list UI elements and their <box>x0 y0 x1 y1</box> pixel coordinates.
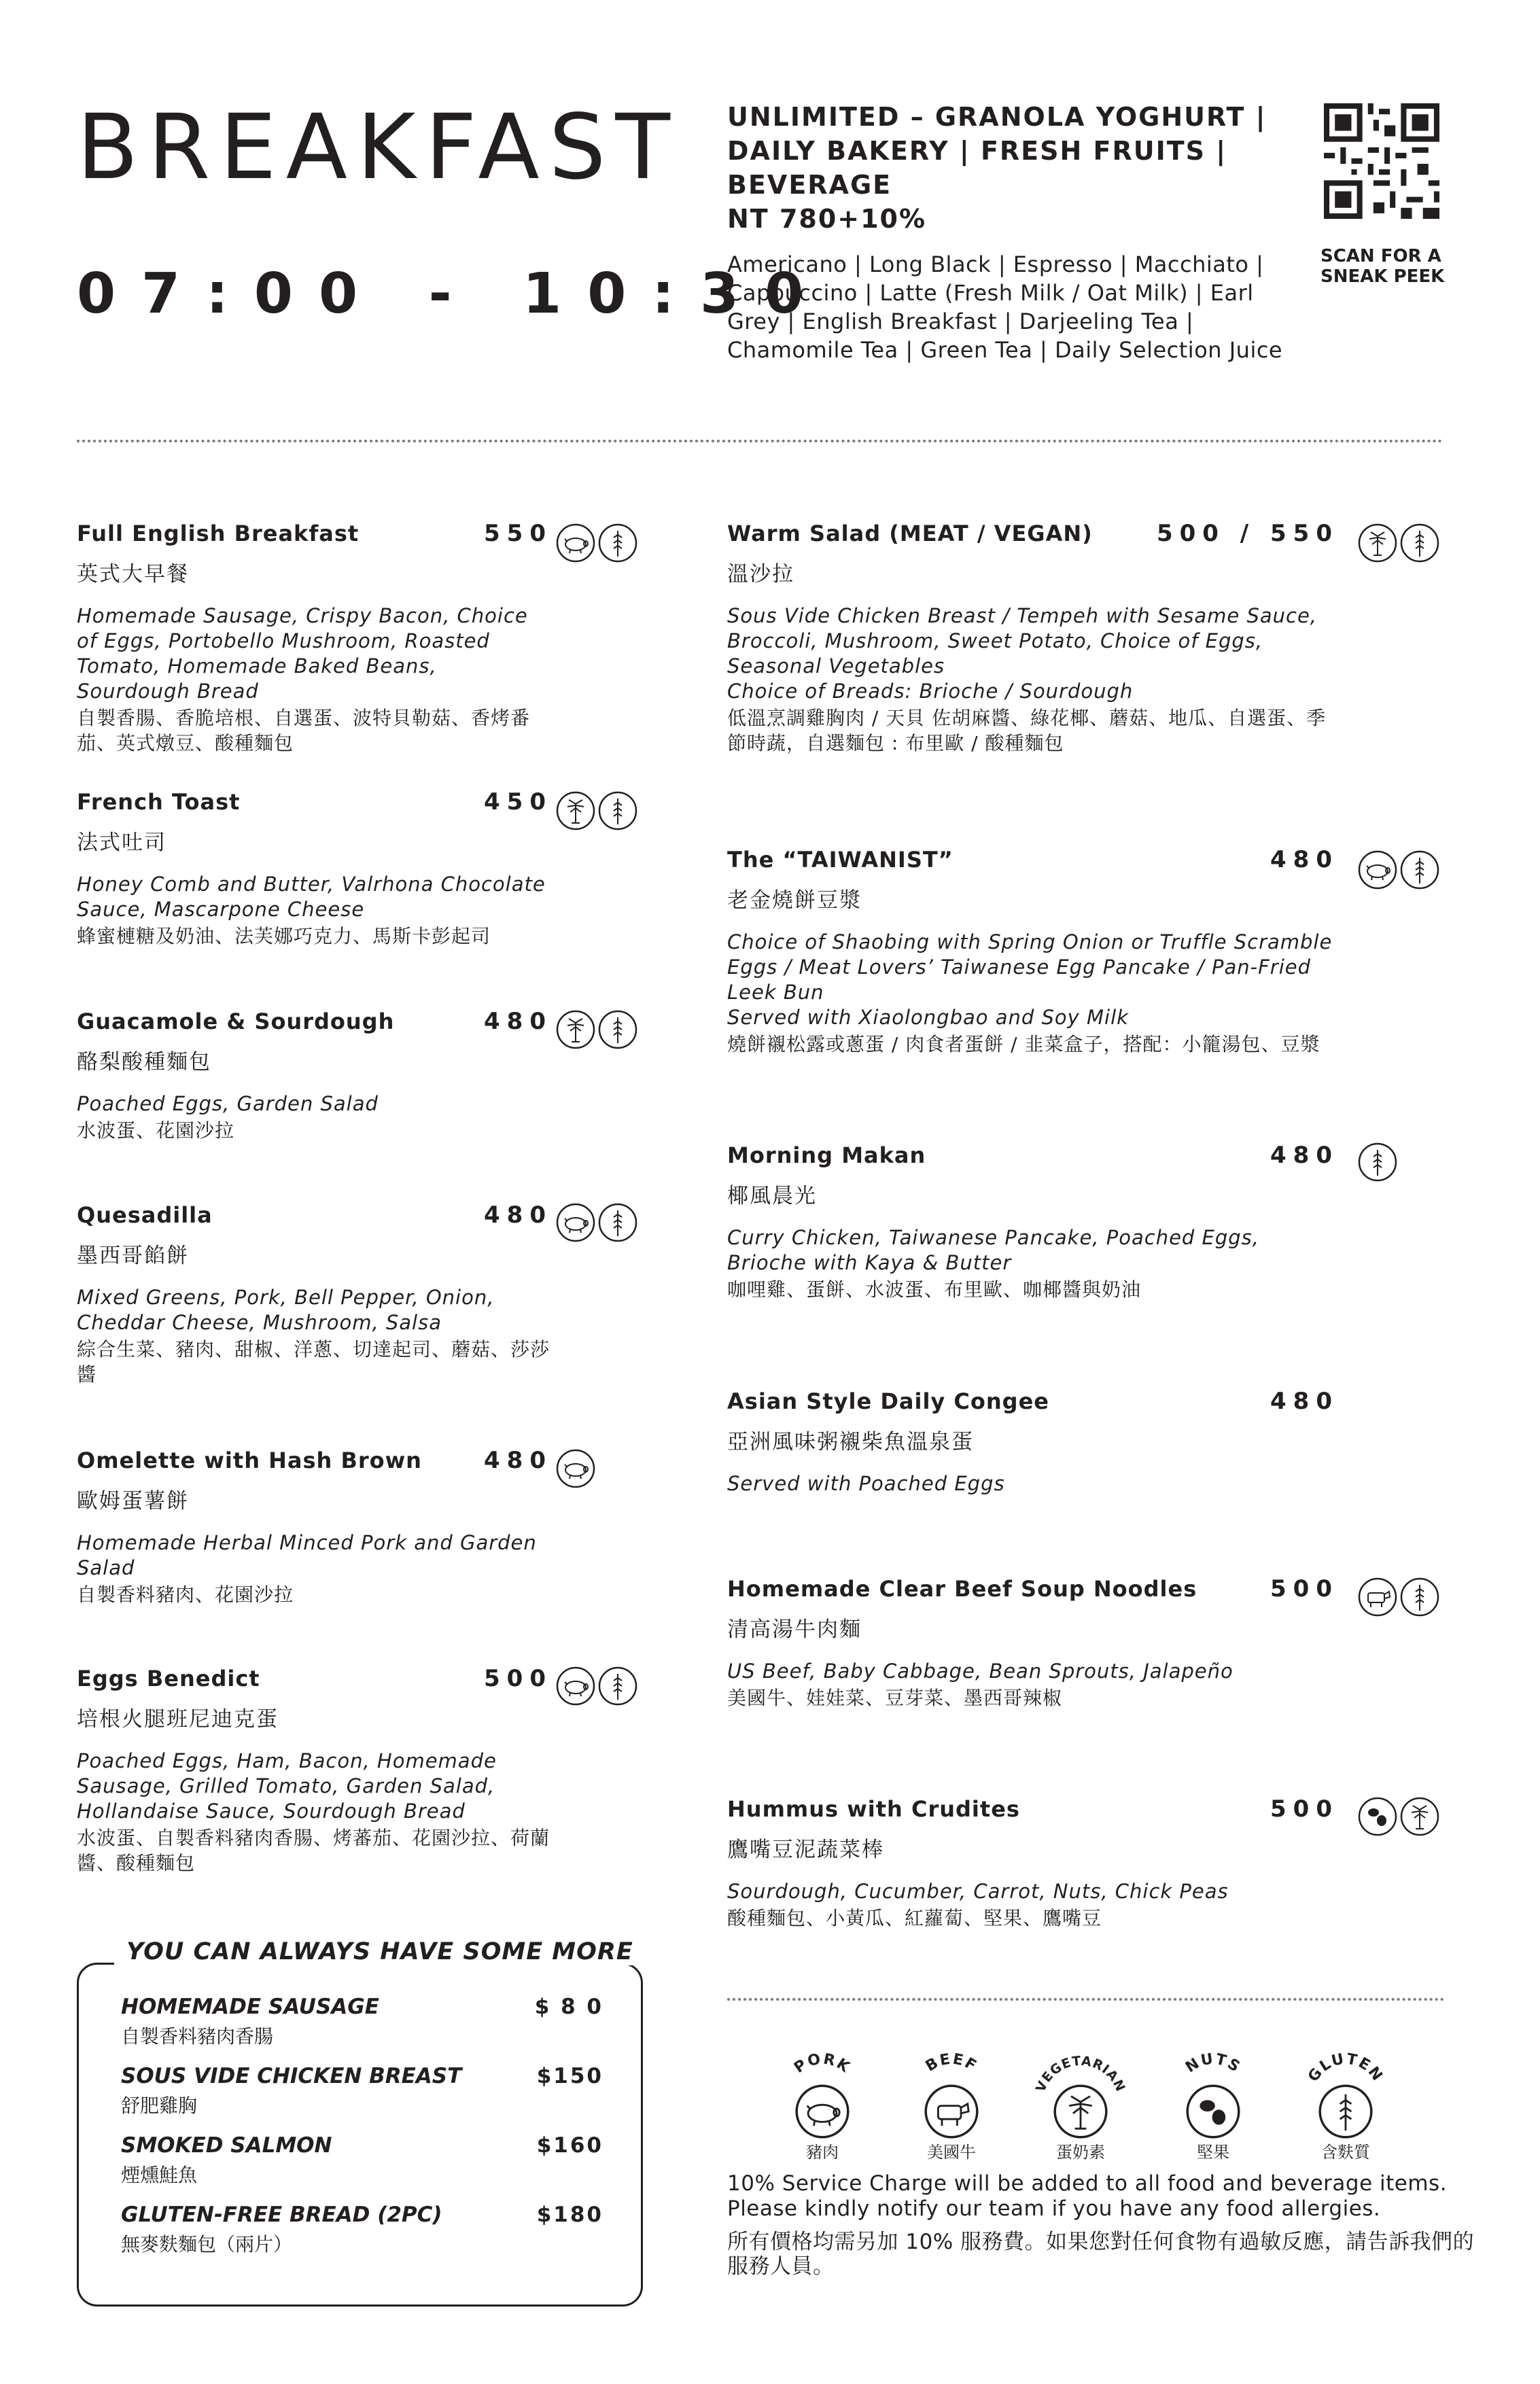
item-name: Eggs Benedict <box>77 1666 260 1691</box>
legend-label: BEEF <box>922 2050 981 2075</box>
legend-vegetarian <box>1033 2049 1128 2162</box>
pork-icon <box>555 1202 596 1243</box>
extra-item <box>121 2064 603 2118</box>
menu-item-guacamole <box>77 1008 553 1143</box>
menu-item-warm-salad <box>727 520 1339 756</box>
item-description: Poached Eggs, Ham, Bacon, Homemade Sausage, Grilled Tomato, Garden Salad, Hollandaise Sauce, Sourdough Bread <box>77 1749 497 1823</box>
item-price: 480 <box>1270 1388 1339 1415</box>
item-price: 500 <box>1270 1575 1339 1602</box>
item-name-zh: 鷹嘴豆泥蔬菜棒 <box>727 1838 884 1862</box>
item-name: Omelette with Hash Brown <box>77 1448 422 1473</box>
gluten-icon <box>1399 849 1440 890</box>
pork-icon <box>1357 849 1398 890</box>
menu-item-hummus <box>727 1795 1339 1931</box>
item-description: Homemade Sausage, Crispy Bacon, Choice of Eggs, Portobello Mushroom, Roasted Tomato, Homemade Baked Beans, Sourdough Bread <box>77 604 528 703</box>
footer-notes <box>727 2171 1475 2279</box>
extra-price: $ 8 0 <box>534 1995 603 2019</box>
pork-icon <box>555 1448 596 1489</box>
menu-item-full-english <box>77 520 553 756</box>
extra-item <box>121 2203 603 2257</box>
legend-label: NUTS <box>1183 2050 1244 2077</box>
extra-price: $150 <box>536 2064 603 2088</box>
gluten-icon <box>597 1009 638 1050</box>
item-description: Mixed Greens, Pork, Bell Pepper, Onion, Cheddar Cheese, Mushroom, Salsa <box>77 1286 495 1334</box>
extra-name: HOMEMADE SAUSAGE <box>121 1995 379 2019</box>
legend-label-zh: 含麩質 <box>1321 2143 1370 2162</box>
beef-icon <box>1357 1577 1398 1617</box>
item-price: 480 <box>1270 1142 1339 1169</box>
legend-divider <box>727 1998 1444 2001</box>
nuts-icon <box>1166 2049 1261 2151</box>
svg-text:BEEF <box>923 2050 980 2075</box>
vegetarian-icon <box>1357 523 1398 563</box>
gluten-icon <box>597 1202 638 1243</box>
item-icons <box>555 790 638 831</box>
legend-label-zh: 豬肉 <box>806 2143 839 2162</box>
item-description-zh: 低溫烹調雞胸肉 / 天貝 佐胡麻醬、綠花椰、蘑菇、地瓜、自選蛋、季節時蔬，自選麵包 : 布里歐 / 酸種麵包 <box>727 707 1327 754</box>
unlimited-text: UNLIMITED – GRANOLA YOGHURT | DAILY BAKERY | FRESH FRUITS | BEVERAGE <box>727 102 1267 200</box>
extra-name: GLUTEN-FREE BREAD (2PC) <box>121 2203 442 2227</box>
legend-label: GLUTEN <box>1305 2050 1386 2086</box>
item-icons <box>555 523 638 563</box>
item-name-zh: 老金燒餅豆漿 <box>727 888 862 913</box>
legend-gluten <box>1298 2049 1393 2162</box>
vegetarian-icon <box>1399 1796 1440 1837</box>
item-icons <box>1357 523 1440 563</box>
item-description: Choice of Shaobing with Spring Onion or Truffle Scramble Eggs / Meat Lovers’ Taiwanese Egg Pancake / Pan-Fried Leek Bun Served with Xiaolongbao and Soy Milk <box>727 930 1333 1029</box>
serving-hours: 07:00 - 10:30 <box>77 262 830 326</box>
extra-name-zh: 舒肥雞胸 <box>121 2094 198 2117</box>
item-description: Sourdough, Cucumber, Carrot, Nuts, Chick Peas <box>727 1880 1229 1903</box>
menu-item-french-toast <box>77 788 553 949</box>
item-price: 500 <box>1270 1795 1339 1823</box>
legend-label-zh: 蛋奶素 <box>1056 2143 1105 2162</box>
vegetarian-icon <box>555 790 596 831</box>
legend-label: PORK <box>791 2050 854 2077</box>
svg-text:GLUTEN <box>1305 2050 1386 2085</box>
item-icons <box>1357 1577 1440 1617</box>
item-description-zh: 水波蛋、花園沙拉 <box>77 1119 235 1142</box>
menu-item-quesadilla <box>77 1202 553 1387</box>
item-name-zh: 酪梨酸種麵包 <box>77 1050 211 1074</box>
item-price: 500 / 550 <box>1156 520 1339 547</box>
item-icons <box>555 1202 638 1243</box>
extra-name-zh: 自製香料豬肉香腸 <box>121 2025 274 2048</box>
item-description-zh: 美國牛、娃娃菜、豆芽菜、墨西哥辣椒 <box>727 1687 1063 1709</box>
pork-icon <box>775 2049 870 2151</box>
item-price: 480 <box>484 1202 553 1229</box>
extra-item <box>121 1995 603 2049</box>
item-price: 480 <box>484 1008 553 1035</box>
vegetarian-icon <box>1033 2049 1128 2151</box>
item-name-zh: 英式大早餐 <box>77 562 189 586</box>
item-price: 480 <box>1270 846 1339 873</box>
item-name: Guacamole & Sourdough <box>77 1009 395 1034</box>
item-price: 500 <box>484 1665 553 1692</box>
item-description: Poached Eggs, Garden Salad <box>77 1092 379 1115</box>
item-name: Homemade Clear Beef Soup Noodles <box>727 1576 1197 1602</box>
gluten-icon <box>597 523 638 563</box>
item-icons <box>1357 1142 1398 1182</box>
allergy-note: Please kindly notify our team if you have any food allergies. <box>727 2196 1381 2221</box>
legend-nuts <box>1166 2049 1261 2162</box>
qr-caption: SCAN FOR A SNEAK PEEK <box>1320 246 1445 287</box>
pork-icon <box>555 1666 596 1706</box>
item-icons <box>1357 849 1440 890</box>
extra-name: SOUS VIDE CHICKEN BREAST <box>121 2064 462 2088</box>
item-description-zh: 酸種麵包、小黃瓜、紅蘿蔔、堅果、鷹嘴豆 <box>727 1907 1102 1929</box>
item-description-zh: 蜂蜜槤糖及奶油、法芙娜巧克力、馬斯卡彭起司 <box>77 925 491 947</box>
gluten-icon <box>1298 2049 1393 2151</box>
extra-name-zh: 煙燻鮭魚 <box>121 2164 198 2186</box>
item-name: Morning Makan <box>727 1142 926 1168</box>
menu-item-congee <box>727 1388 1339 1496</box>
item-description-zh: 綜合生菜、豬肉、甜椒、洋蔥、切達起司、蘑菇、莎莎醬 <box>77 1338 550 1386</box>
gluten-icon <box>597 1666 638 1706</box>
item-name-zh: 清高湯牛肉麵 <box>727 1617 862 1642</box>
svg-text:VEGETARIAN <box>1033 2054 1128 2094</box>
item-price: 480 <box>484 1447 553 1474</box>
menu-item-morning-makan <box>727 1142 1339 1302</box>
item-name: Asian Style Daily Congee <box>727 1388 1049 1414</box>
nuts-icon <box>1357 1796 1398 1837</box>
menu-title: BREAKFAST <box>77 95 680 200</box>
extra-item <box>121 2133 603 2188</box>
svg-text:NUTS <box>1183 2050 1244 2076</box>
item-description: Served with Poached Eggs <box>727 1472 1005 1495</box>
item-description-zh: 燒餅襯松露或蔥蛋 / 肉食者蛋餅 / 韭菜盒子，搭配：小籠湯包、豆漿 <box>727 1033 1320 1055</box>
item-name: The “TAIWANIST” <box>727 847 953 873</box>
item-description: Curry Chicken, Taiwanese Pancake, Poached Eggs, Brioche with Kaya & Butter <box>727 1226 1260 1274</box>
extra-name-zh: 無麥麩麵包（兩片） <box>121 2233 293 2256</box>
gluten-icon <box>1357 1142 1398 1182</box>
item-price: 450 <box>484 788 553 816</box>
legend-label: VEGETARIAN <box>1033 2053 1128 2094</box>
header-divider <box>77 440 1443 442</box>
extras-title: YOU CAN ALWAYS HAVE SOME MORE <box>114 1938 646 1965</box>
gluten-icon <box>1399 523 1440 563</box>
item-description: Homemade Herbal Minced Pork and Garden Salad <box>77 1531 537 1579</box>
item-description-zh: 水波蛋、自製香料豬肉香腸、烤蕃茄、花園沙拉、荷蘭醬、酸種麵包 <box>77 1827 550 1874</box>
item-icons <box>1357 1796 1440 1837</box>
item-name-zh: 歐姆蛋薯餅 <box>77 1489 189 1513</box>
item-name-zh: 椰風晨光 <box>727 1184 817 1208</box>
legend-label-zh: 堅果 <box>1197 2143 1229 2162</box>
menu-item-taiwanist <box>727 846 1339 1057</box>
pork-icon <box>555 523 596 563</box>
item-price: 550 <box>484 520 553 547</box>
gluten-icon <box>1399 1577 1440 1617</box>
item-icons <box>555 1666 638 1706</box>
extra-price: $160 <box>536 2133 603 2158</box>
footer-note-zh: 所有價格均需另加 10% 服務費。如果您對任何食物有過敏反應，請告訴我們的服務人員。 <box>727 2230 1475 2279</box>
item-description: Honey Comb and Butter, Valrhona Chocolate Sauce, Mascarpone Cheese <box>77 873 546 921</box>
item-description: US Beef, Baby Cabbage, Bean Sprouts, Jalapeño <box>727 1660 1233 1683</box>
unlimited-price: NT 780+10% <box>727 204 927 234</box>
item-icons <box>555 1009 638 1050</box>
service-charge-note: 10% Service Charge will be added to all food and beverage items. <box>727 2171 1448 2196</box>
item-icons <box>555 1448 596 1489</box>
item-name-zh: 溫沙拉 <box>727 562 794 586</box>
item-name: Quesadilla <box>77 1202 213 1228</box>
legend-pork <box>775 2049 870 2162</box>
extra-name: SMOKED SALMON <box>121 2133 332 2158</box>
item-name-zh: 培根火腿班尼迪克蛋 <box>77 1707 279 1732</box>
gluten-icon <box>597 790 638 831</box>
item-name-zh: 亞洲風味粥襯柴魚溫泉蛋 <box>727 1430 974 1454</box>
extra-price: $180 <box>536 2203 603 2227</box>
beef-icon <box>904 2049 999 2151</box>
item-description-zh: 自製香料豬肉、花園沙拉 <box>77 1583 294 1606</box>
legend-beef <box>904 2049 999 2162</box>
unlimited-offer <box>727 100 1284 236</box>
item-description-zh: 咖哩雞、蛋餅、水波蛋、布里歐、咖椰醬與奶油 <box>727 1278 1142 1301</box>
qr-code-icon[interactable] <box>1324 103 1439 219</box>
beverage-list: Americano | Long Black | Espresso | Macchiato | Cappuccino | Latte (Fresh Milk / Oat Milk) | Earl Grey | English Breakfast | Darjeeling Tea | Chamomile Tea | Green Tea | Daily Selection Juice <box>727 251 1283 363</box>
item-name-zh: 法式吐司 <box>77 830 167 855</box>
item-name: Hummus with Crudites <box>727 1796 1020 1822</box>
item-name: Full English Breakfast <box>77 521 360 546</box>
menu-item-eggs-benedict <box>77 1665 553 1876</box>
svg-text:PORK <box>791 2050 854 2077</box>
item-description-zh: 自製香腸、香脆培根、自選蛋、波特貝勒菇、香烤番茄、英式燉豆、酸種麵包 <box>77 707 531 754</box>
item-name-zh: 墨西哥餡餅 <box>77 1244 189 1268</box>
legend-label-zh: 美國牛 <box>927 2143 976 2162</box>
item-description: Sous Vide Chicken Breast / Tempeh with Sesame Sauce, Broccoli, Mushroom, Sweet Potato, Choice of Eggs, Seasonal Vegetables Choice of Breads: Brioche / Sourdough <box>727 604 1318 703</box>
menu-item-beef-noodles <box>727 1575 1339 1711</box>
menu-item-omelette <box>77 1447 553 1607</box>
item-name: Warm Salad (MEAT / VEGAN) <box>727 521 1093 546</box>
vegetarian-icon <box>555 1009 596 1050</box>
item-name: French Toast <box>77 789 241 815</box>
